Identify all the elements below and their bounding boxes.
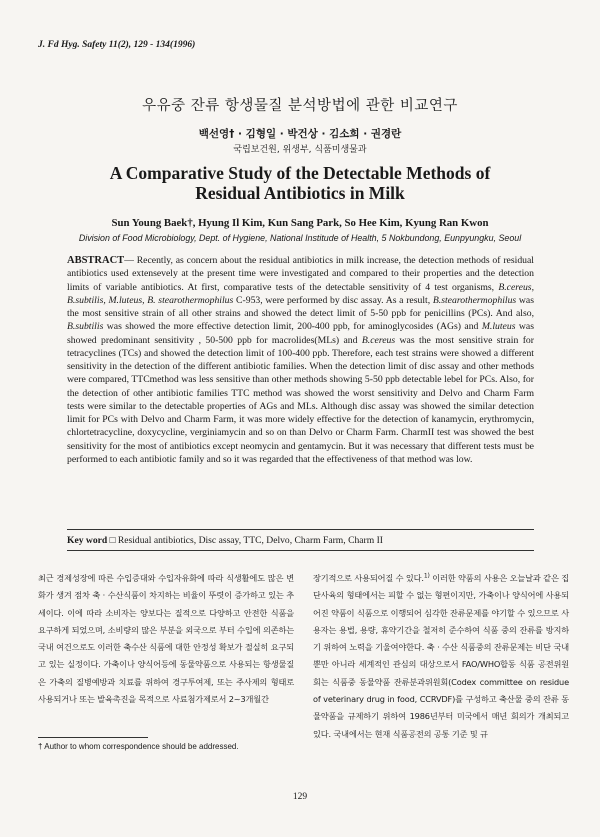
english-authors: Sun Young Baek†, Hyung Il Kim, Kun Sang Park, So Hee Kim, Kyung Ran Kwon xyxy=(111,217,489,229)
keywords-text: Residual antibiotics, Disc assay, TTC, Delvo, Charm Farm, Charm II xyxy=(115,535,383,546)
body-right-text-2: 이러한 약품의 사용은 오늘날과 같은 집단사육의 형태에서는 피할 수 없는 형편이지만, 가축이나 양식어에 사용되어진 약품이 식품으로 이행되어 심각한 잔류문제를 야기할 수 있으므로 사용자는 용법, 용량, 휴약기간을 철저히 준수하여 식품 중의 잔류를 방지하기 위하여 노력을 기울여야한다. 축 · 수산 식품중의 잔류문제는 비단 국내뿐만 아니라 세계적인 관심의 대상으로서 FAO/WHO합동 식품 공전위원회는 식품중 동물약품 잔류분과위원회(Codex committee on residue of veterinary drug in food, CCRVDF)를 구성하고 축산물 중의 잔류 동물약품을 규제하기 위하여 1986년부터 미국에서 매년 회의가 개최되고 있다. 국내에서는 현재 식품공전의 공통 기준 및 규 xyxy=(313,573,569,739)
keywords-divider xyxy=(67,550,534,551)
abstract-text-5: was showed predominant sensitivity , 50-500 ppb for macrolides(MLs) and xyxy=(67,321,534,346)
keywords-box-icon: □ xyxy=(109,535,116,546)
abstract-text-2: C-953, were performed by disc assay. As a result, xyxy=(233,294,433,306)
page-number: 129 xyxy=(292,792,308,802)
abstract-organism-1: B.cereus, B.subtilis, M.luteus, B. stearothermophilus xyxy=(67,281,534,306)
journal-citation: J. Fd Hyg. Safety 11(2), 129 - 134(1996) xyxy=(38,40,196,50)
abstract-organism-3: B.subtilis xyxy=(67,321,104,333)
abstract-text-6: was the most sensitive strain for tetracyclines (TCs) and showed the detection limit of 100-400 ppb. Therefore, each test strains were showed a different sensitivity in the detection of the different antibiotic families. When the detection limit of disc assay and other methods were compared, TTCmethod was less sensitive than other methods showing 5-50 ppb detectable lebel for PCs. Also, for the detection of other antibiotic families TTC method was showed the worst sensitivity and Delvo and Charm Farm tests were similar to the detectable properties of AGs and MLs. Although disc assay was showed the similar detection limit for PCs with Delvo and Charm Farm, it was more widely effective for the detection of kanamycin, erythromycin, chlortetracycline, doxycycline, verginiamycin and so on than Delvo or Charm Farm. CharmII test was showed the best sensitivity for the most of antibiotics except neomycin and gentamycin. But it was necessary that different tests must be performed to each antibiotic family and so it was regarded that the effectiveness of that method was low. xyxy=(67,334,534,465)
abstract-organism-5: B.cereus xyxy=(361,334,396,346)
abstract-text-4: was showed the more effective detection limit, 200-400 ppb, for aminoglycosides (AGs) and xyxy=(103,321,482,333)
korean-title: 우유중 잔류 항생물질 분석방법에 관한 비교연구 xyxy=(142,98,458,114)
abstract-text-3: was the most sensitive strain of all other strains and showed the detect limit of 5-50 ppb for penicillins (PCs). And also, xyxy=(67,294,534,319)
abstract-organism-2: B.stearothermophilus xyxy=(432,294,517,306)
korean-authors: 백선영† · 김형일 · 박건상 · 김소희 · 권경란 xyxy=(198,128,402,140)
keywords xyxy=(67,529,534,546)
english-title-line1: A Comparative Study of the Detectable Methods of xyxy=(109,163,491,183)
abstract-text-1: — Recently, as concern about the residual antibiotics in milk increase, the detection methods of residual antibiotics used extensevely at the present time were investigated and compared to their properties and the detection limits of variable antibiotics. At first, comparative tests of the detectable sensitivity of 4 test organisms, xyxy=(67,255,534,293)
footnote: † Author to whom correspondence should be addressed. xyxy=(38,742,239,751)
body-right-text-1: 장기적으로 사용되어질 수 있다. xyxy=(313,573,424,583)
english-title xyxy=(0,163,600,203)
english-title-line2: Residual Antibiotics in Milk xyxy=(195,183,405,203)
english-affiliation: Division of Food Microbiology, Dept. of Hygiene, National Institude of Health, 5 Nokbundong, Eunpyungku, Seoul xyxy=(78,233,522,243)
body-column-left: 최근 경제성장에 따른 수입증대와 수입자유화에 따라 식생활에도 많은 변화가 생겨 점차 축 · 수산식품이 차지하는 비율이 뚜렷이 증가하고 있는 추세이다. 이에 따라 소비자는 양보다는 질적으로 다양하고 안전한 식품을 요구하게 되었으며, 소비량의 많은 부분을 외국으로 부터 수입에 의존하는 국내 여건으로도 이러한 축수산 식품에 대한 안정성 확보가 절실히 요구되고 있는 실정이다. 가축이나 양식어등에 동물약품으로 사용되는 항생물질은 가축의 질병예방과 치료를 위하여 경구투여제, 또는 주사제의 형태로 사용되거나 또는 발육촉진을 목적으로 사료첨가제로서 2~3개월간 xyxy=(38,573,294,705)
abstract xyxy=(67,254,534,466)
footnote-divider xyxy=(38,737,148,738)
korean-affiliation: 국립보건원, 위생부, 식품미생물과 xyxy=(233,145,367,155)
reference-superscript: 1) xyxy=(423,572,430,580)
abstract-label: ABSTRACT xyxy=(67,255,125,266)
keywords-label: Key word xyxy=(67,535,108,546)
abstract-organism-4: M.luteus xyxy=(481,321,516,333)
body-column-right xyxy=(313,570,569,743)
